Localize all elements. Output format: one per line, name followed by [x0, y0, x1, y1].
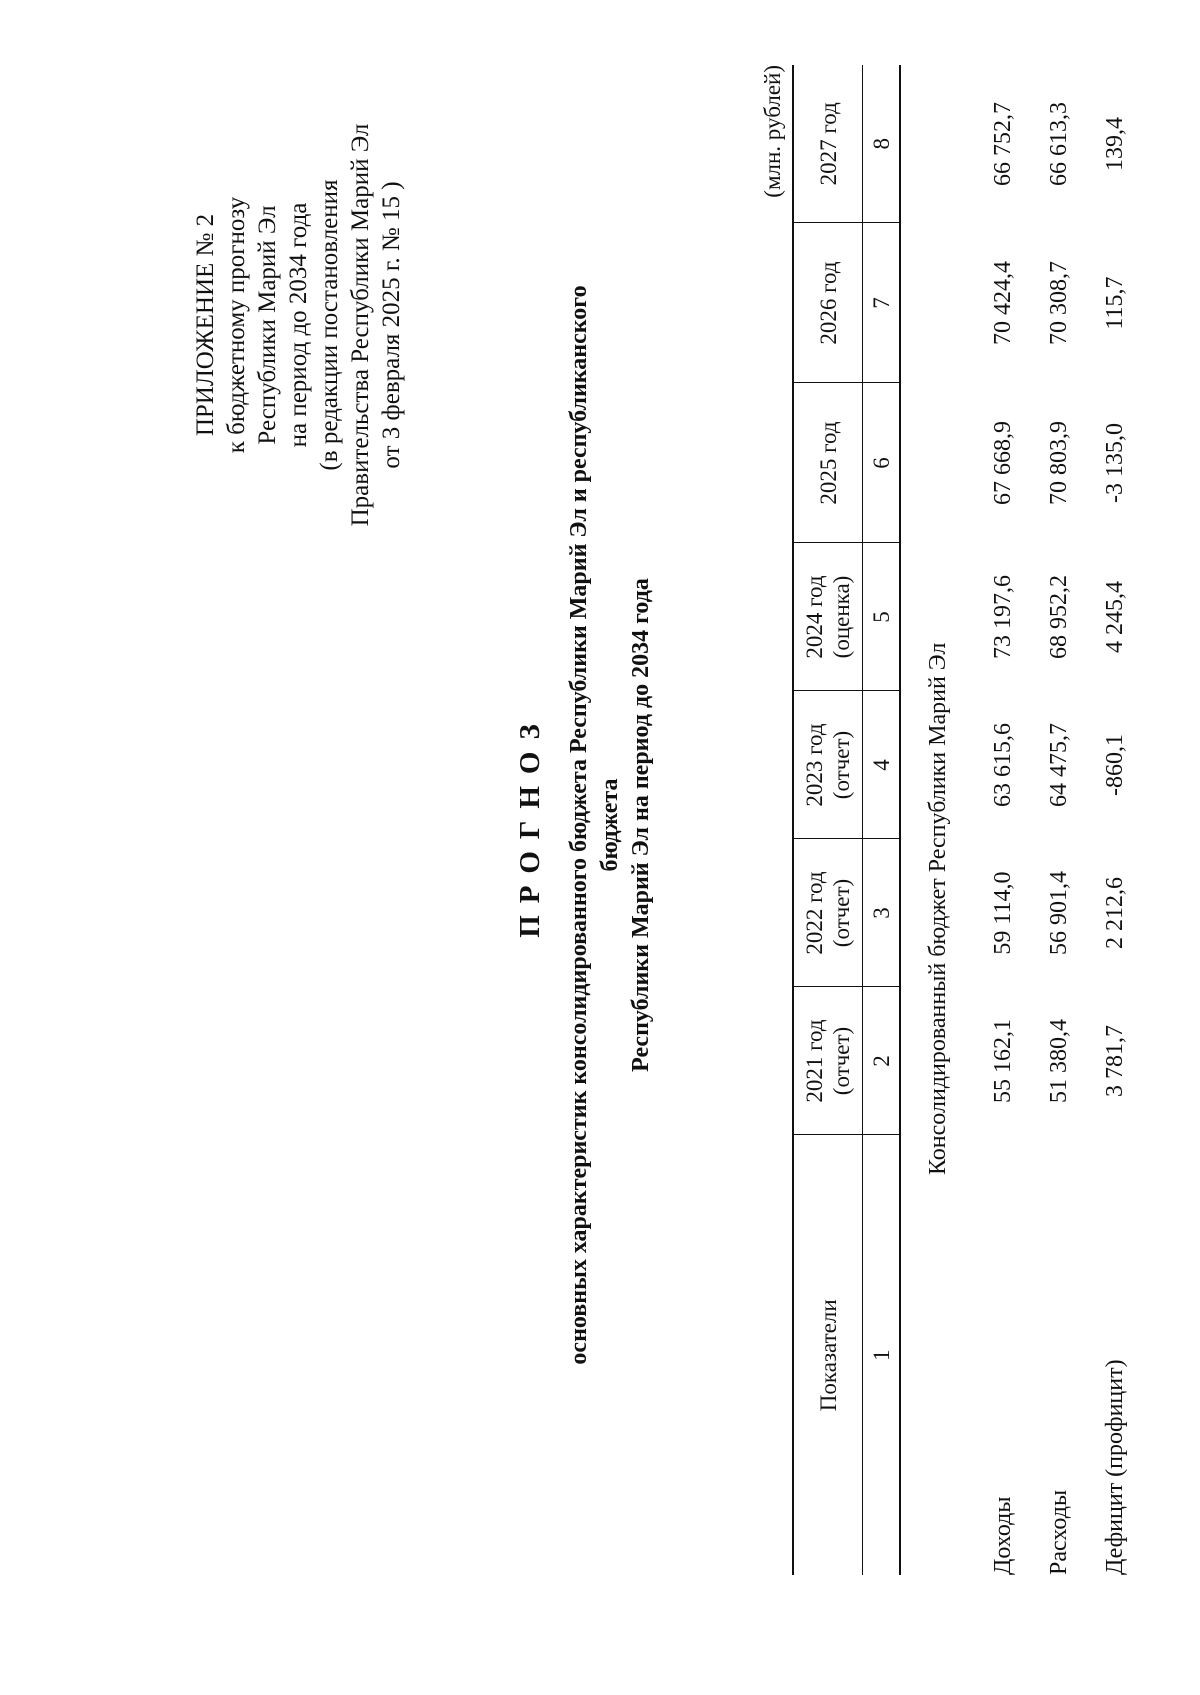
cell-value: 55 162,1 [989, 1019, 1016, 1103]
header-col-num: 8 [863, 65, 901, 223]
header-year-cell [793, 383, 863, 543]
cell-value: -860,1 [1101, 734, 1128, 796]
header-year-cell [793, 839, 863, 987]
header-year-cell [793, 691, 863, 839]
header-year: 2021 год [802, 1019, 827, 1103]
header-year-cell [793, 223, 863, 383]
table-row [975, 65, 1031, 1575]
approval-line: (в редакции постановления [316, 179, 343, 471]
cell-value: 70 424,4 [989, 261, 1016, 345]
section-title: Консолидированный бюджет Республики Марий Эл [925, 642, 951, 1175]
units-label: (млн. рублей) [760, 65, 785, 198]
header-col-num: 5 [863, 543, 901, 691]
approval-line: Правительства Республики Марий Эл [347, 123, 374, 527]
approval-block [190, 55, 407, 595]
header-year: 2024 год [802, 575, 827, 659]
cell-value: 64 475,7 [1045, 723, 1072, 807]
header-year: 2022 год [802, 871, 827, 955]
header-year: 2026 год [815, 261, 841, 345]
cell-value: 68 952,2 [1045, 575, 1072, 659]
approval-line: ПРИЛОЖЕНИЕ № 2 [192, 213, 219, 437]
header-col-num: 6 [863, 383, 901, 543]
title-sub-2: Республики Марий Эл на период до 2034 года [628, 578, 654, 1072]
cell-value: 56 901,4 [1045, 871, 1072, 955]
document-title [510, 275, 657, 1375]
data-table [975, 65, 1143, 1575]
title-sub-1: основных характеристик консолидированного бюджета Республики Марий Эл и республиканского бюджета [566, 285, 623, 1365]
cell-value: 67 668,9 [989, 421, 1016, 505]
header-note: (отчет) [829, 1026, 854, 1096]
cell-value: 115,7 [1101, 276, 1128, 330]
header-year: 2023 год [802, 723, 827, 807]
row-label: Дефицит (профицит) [1101, 1359, 1128, 1575]
row-label: Расходы [1045, 1489, 1072, 1575]
cell-value: 59 114,0 [989, 871, 1016, 955]
header-year: 2025 год [815, 421, 841, 505]
cell-value: 2 212,6 [1101, 877, 1128, 949]
table-header [792, 65, 901, 1575]
cell-value: 139,4 [1101, 117, 1128, 171]
header-year-cell [793, 987, 863, 1135]
approval-line: на период до 2034 года [285, 202, 312, 448]
header-indicator: Показатели [793, 1135, 863, 1575]
cell-value: 73 197,6 [989, 575, 1016, 659]
header-col-num: 2 [863, 987, 901, 1135]
cell-value: -3 135,0 [1101, 423, 1128, 503]
row-label: Доходы [989, 1496, 1016, 1575]
header-year: 2027 год [815, 102, 841, 186]
approval-line: Республики Марий Эл [254, 205, 281, 445]
approval-line: от 3 февраля 2025 г. № 15 ) [378, 181, 405, 469]
header-col-num: 1 [863, 1135, 901, 1575]
cell-value: 3 781,7 [1101, 1025, 1128, 1097]
header-note: (оценка) [829, 575, 854, 659]
cell-value: 66 613,3 [1045, 102, 1072, 186]
header-col-num: 4 [863, 691, 901, 839]
cell-value: 66 752,7 [989, 102, 1016, 186]
cell-value: 4 245,4 [1101, 581, 1128, 653]
header-col-num: 3 [863, 839, 901, 987]
header-note: (отчет) [829, 878, 854, 948]
cell-value: 51 380,4 [1045, 1019, 1072, 1103]
header-note: (отчет) [829, 730, 854, 800]
header-year-cell [793, 543, 863, 691]
table-row [1087, 65, 1143, 1575]
header-year-cell [793, 65, 863, 223]
header-col-num: 7 [863, 223, 901, 383]
cell-value: 70 308,7 [1045, 261, 1072, 345]
table-row [1031, 65, 1087, 1575]
cell-value: 70 803,9 [1045, 421, 1072, 505]
cell-value: 63 615,6 [989, 723, 1016, 807]
approval-line: к бюджетному прогнозу [223, 196, 250, 454]
title-main: ПРОГНОЗ [514, 712, 546, 938]
